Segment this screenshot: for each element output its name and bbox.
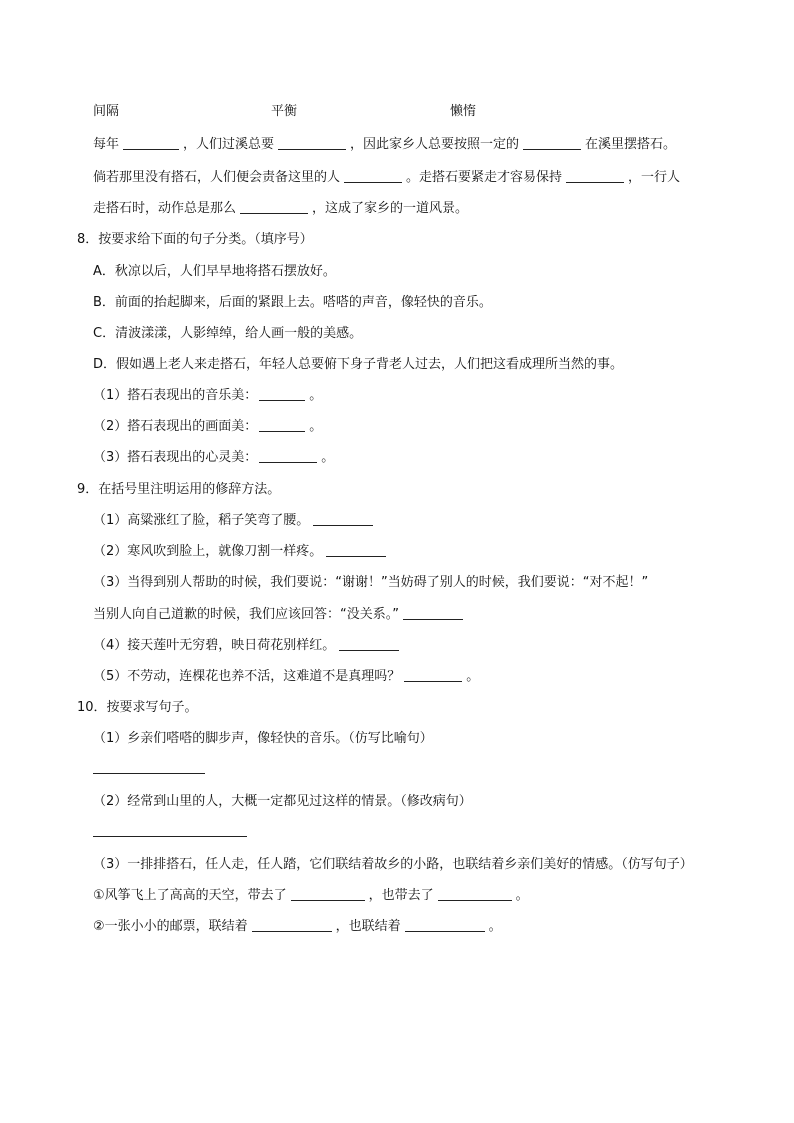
q10-item-1 [93, 887, 529, 905]
q8-option-a: A．秋凉以后，人们早早地将搭石摆放好。 [93, 264, 336, 279]
fill-paragraph-line-1 [93, 136, 676, 154]
answer-blank[interactable] [313, 512, 373, 526]
period: 。 [488, 919, 502, 934]
sub-text: ②一张小小的邮票，联结着 [93, 919, 248, 934]
para-text: 倘若那里没有搭石，人们便会责备这里的人 [93, 170, 341, 185]
period: 。 [466, 669, 480, 684]
q10-sub-1: （1）乡亲们嗒嗒的脚步声，像轻快的音乐。（仿写比喻句） [93, 731, 433, 746]
answer-blank[interactable] [259, 387, 305, 401]
sub-text: （1）高粱涨红了脸，稻子笑弯了腰。 [93, 513, 310, 528]
q9-sub-5 [93, 668, 479, 686]
answer-blank[interactable] [240, 200, 308, 214]
q8-sub-3 [93, 449, 334, 467]
q8-sub-1 [93, 387, 322, 405]
answer-blank[interactable] [344, 169, 402, 183]
period: 。 [321, 450, 335, 465]
period: 。 [309, 419, 323, 434]
para-text: ，人们过溪总要 [183, 137, 275, 152]
q9-sub-3a: （3）当得到别人帮助的时候，我们要说：“谢谢！”当妨碍了别人的时候，我们要说：“对不起！” [93, 575, 649, 590]
para-text: ，一行人 [628, 170, 681, 185]
fill-paragraph-line-2 [93, 169, 680, 187]
sub-text: （2）搭石表现出的画面美： [93, 419, 258, 434]
answer-blank[interactable] [404, 668, 462, 682]
question-8-title: 8．按要求给下面的句子分类。（填序号） [77, 232, 313, 247]
answer-blank[interactable] [523, 136, 581, 150]
answer-blank[interactable] [259, 449, 317, 463]
word-option-2: 平衡 [271, 104, 298, 119]
question-10-title: 10．按要求写句子。 [77, 700, 198, 715]
answer-blank[interactable] [278, 136, 346, 150]
q9-sub-2 [93, 543, 390, 561]
answer-blank[interactable] [403, 606, 463, 620]
q9-sub-3b [93, 606, 467, 624]
q10-sub-2: （2）经常到山里的人，大概一定都见过这样的情景。（修改病句） [93, 794, 472, 809]
sub-text: （4）接天莲叶无穷碧，映日荷花别样红。 [93, 638, 336, 653]
question-9-title: 9．在括号里注明运用的修辞方法。 [77, 482, 281, 497]
answer-blank[interactable] [405, 918, 485, 932]
sub-text: （3）搭石表现出的心灵美： [93, 450, 258, 465]
sub-text: （1）搭石表现出的音乐美： [93, 388, 258, 403]
fill-paragraph-line-3 [93, 200, 468, 218]
para-text: 在溪里摆搭石。 [585, 137, 677, 152]
q9-sub-4 [93, 637, 403, 655]
answer-blank[interactable] [123, 136, 179, 150]
answer-blank[interactable] [326, 543, 386, 557]
q8-option-b: B．前面的抬起脚来，后面的紧跟上去。嗒嗒的声音，像轻快的音乐。 [93, 295, 492, 310]
answer-blank[interactable] [438, 887, 512, 901]
period: 。 [515, 888, 529, 903]
sub-text: ，也带去了 [368, 888, 434, 903]
sub-text: 当别人向自己道歉的时候，我们应该回答：“没关系。” [93, 607, 399, 622]
q10-sub-3: （3）一排排搭石，任人走，任人踏，它们联结着故乡的小路，也联结着乡亲们美好的情感。（仿写句子） [93, 857, 693, 872]
answer-blank[interactable] [259, 418, 305, 432]
para-text: 。走搭石要紧走才容易保持 [406, 170, 563, 185]
q8-sub-2 [93, 418, 322, 436]
para-text: 走搭石时，动作总是那么 [93, 201, 237, 216]
para-text: ，因此家乡人总要按照一定的 [350, 137, 520, 152]
answer-blank[interactable] [252, 918, 332, 932]
answer-blank[interactable] [566, 169, 624, 183]
para-text: ，这成了家乡的一道风景。 [312, 201, 469, 216]
word-option-3: 懒惰 [450, 104, 477, 119]
sub-text: ，也联结着 [335, 919, 401, 934]
q8-option-c: C．清波漾漾，人影绰绰，给人画一般的美感。 [93, 326, 363, 341]
word-option-1: 间隔 [93, 104, 120, 119]
answer-blank[interactable] [291, 887, 365, 901]
q9-sub-1 [93, 512, 377, 530]
answer-blank[interactable] [339, 637, 399, 651]
period: 。 [309, 388, 323, 403]
sub-text: （2）寒风吹到脸上，就像刀割一样疼。 [93, 544, 323, 559]
para-text: 每年 [93, 137, 120, 152]
sub-text: ①风筝飞上了高高的天空，带去了 [93, 888, 287, 903]
q10-item-2 [93, 918, 502, 936]
q8-option-d: D．假如遇上老人来走搭石，年轻人总要俯下身子背老人过去，人们把这看成理所当然的事。 [93, 357, 624, 372]
sub-text: （5）不劳动，连棵花也养不活，这难道不是真理吗？ [93, 669, 401, 684]
answer-line[interactable] [93, 773, 205, 774]
answer-line[interactable] [93, 836, 247, 837]
